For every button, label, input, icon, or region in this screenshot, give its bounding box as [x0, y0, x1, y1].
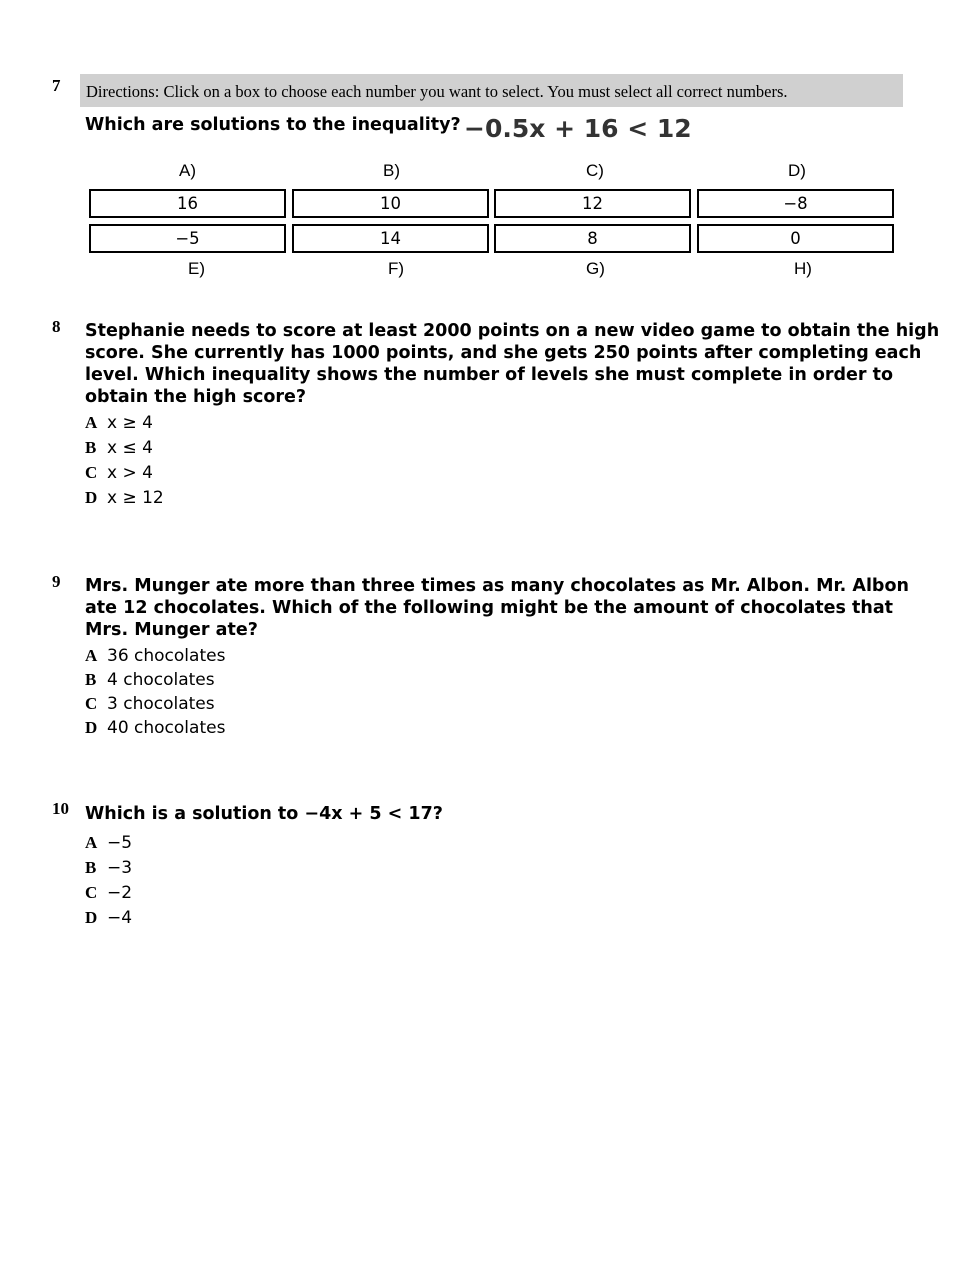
answer-box-a[interactable]: 16	[89, 189, 286, 218]
option-text: x > 4	[107, 463, 153, 483]
question-8-text	[85, 320, 939, 408]
question-9-options	[85, 646, 225, 742]
option-a[interactable]	[85, 833, 132, 858]
option-c[interactable]	[85, 694, 225, 718]
option-text: −5	[107, 833, 133, 853]
option-letter: D	[85, 908, 98, 927]
question-9-text	[85, 575, 909, 641]
option-text: −2	[107, 883, 133, 903]
option-letter: A	[85, 413, 98, 432]
option-letter: D	[85, 718, 98, 737]
question-9-number: 9	[52, 572, 61, 591]
question-8-line: obtain the high score?	[85, 387, 307, 407]
label-d: D)	[788, 161, 806, 180]
answer-grid-row-2	[89, 224, 895, 253]
option-letter: C	[85, 463, 98, 482]
option-letter: C	[85, 694, 98, 713]
option-text: x ≥ 4	[107, 413, 153, 433]
label-f: F)	[388, 259, 405, 278]
option-letter: A	[85, 646, 98, 665]
question-10-options	[85, 833, 132, 933]
option-letter: A	[85, 833, 98, 852]
inequality-image: −0.5x + 16 < 12	[464, 114, 692, 143]
question-10-prompt: Which is a solution to −4x + 5 < 17?	[85, 804, 443, 824]
option-c[interactable]	[85, 463, 164, 488]
question-7-number: 7	[52, 76, 61, 95]
directions-banner: Directions: Click on a box to choose each number you want to select. You must select all correct numbers.	[80, 74, 903, 107]
answer-box-h[interactable]: 0	[697, 224, 894, 253]
question-8-line: score. She currently has 1000 points, and she gets 250 points after completing each	[85, 343, 922, 363]
label-g: G)	[586, 259, 605, 278]
question-8-number: 8	[52, 317, 61, 336]
option-b[interactable]	[85, 438, 164, 463]
option-c[interactable]	[85, 883, 132, 908]
option-text: 3 chocolates	[107, 694, 215, 714]
bottom-letter-row	[0, 259, 979, 281]
option-text: 40 chocolates	[107, 718, 226, 738]
label-a: A)	[179, 161, 196, 180]
question-9-line: Mrs. Munger ate more than three times as many chocolates as Mr. Albon. Mr. Albon	[85, 576, 909, 596]
option-letter: B	[85, 670, 97, 689]
answer-box-d[interactable]: −8	[697, 189, 894, 218]
option-text: −3	[107, 858, 133, 878]
option-b[interactable]	[85, 670, 225, 694]
option-letter: B	[85, 438, 97, 457]
option-text: x ≥ 12	[107, 488, 164, 508]
question-9-line: ate 12 chocolates. Which of the following might be the amount of chocolates that	[85, 598, 894, 618]
label-e: E)	[188, 259, 205, 278]
option-text: 4 chocolates	[107, 670, 215, 690]
question-8-line: level. Which inequality shows the number of levels she must complete in order to	[85, 365, 894, 385]
option-d[interactable]	[85, 488, 164, 513]
answer-box-f[interactable]: 14	[292, 224, 489, 253]
label-h: H)	[794, 259, 812, 278]
question-8-line: Stephanie needs to score at least 2000 points on a new video game to obtain the high	[85, 321, 940, 341]
option-d[interactable]	[85, 718, 225, 742]
option-letter: C	[85, 883, 98, 902]
answer-box-c[interactable]: 12	[494, 189, 691, 218]
option-text: x ≤ 4	[107, 438, 153, 458]
option-letter: D	[85, 488, 98, 507]
option-text: −4	[107, 908, 133, 928]
answer-box-e[interactable]: −5	[89, 224, 286, 253]
answer-box-g[interactable]: 8	[494, 224, 691, 253]
answer-box-b[interactable]: 10	[292, 189, 489, 218]
question-8-options	[85, 413, 164, 513]
question-7-prompt: Which are solutions to the inequality?	[85, 115, 461, 135]
label-c: C)	[586, 161, 604, 180]
option-text: 36 chocolates	[107, 646, 226, 666]
option-letter: B	[85, 858, 97, 877]
label-b: B)	[383, 161, 400, 180]
option-a[interactable]	[85, 646, 225, 670]
option-a[interactable]	[85, 413, 164, 438]
option-b[interactable]	[85, 858, 132, 883]
top-letter-row	[0, 161, 979, 183]
option-d[interactable]	[85, 908, 132, 933]
answer-grid-row-1	[89, 189, 895, 218]
question-9-line: Mrs. Munger ate?	[85, 620, 258, 640]
question-10-number: 10	[52, 799, 69, 818]
